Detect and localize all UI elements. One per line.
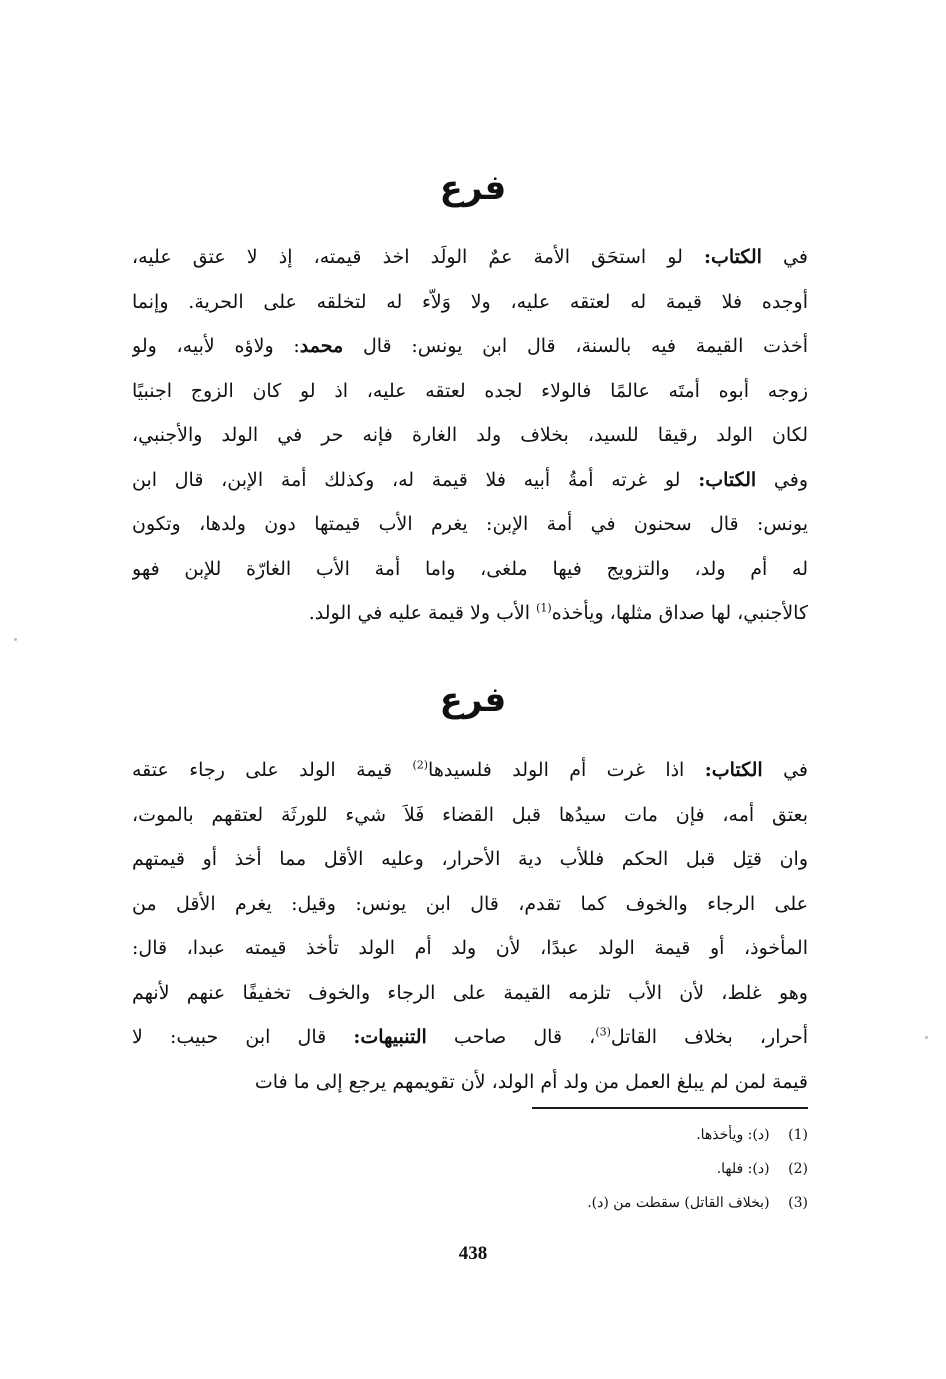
section-heading-2: فرع — [439, 680, 507, 720]
footnote-number: (3) — [788, 1195, 808, 1211]
footnote — [420, 1118, 808, 1152]
footnote-reference: (3) — [595, 1025, 611, 1039]
text-line — [132, 591, 808, 636]
footnote-text: (بخلاف القاتل) سقطت من (د). — [587, 1195, 770, 1211]
bold-term: الكتاب: — [703, 246, 762, 268]
text-run: لو استحَق الأمة عمٌ الولَد اخذ قيمته، إذ لا عتق عليه، — [132, 246, 704, 268]
text-line — [132, 748, 808, 793]
text-run: أخذت القيمة فيه بالسنة، قال ابن يونس: قال — [343, 335, 808, 357]
page-number: 438 — [458, 1243, 488, 1264]
text-line — [132, 458, 808, 503]
text-line — [132, 971, 808, 1016]
text-line — [132, 235, 808, 280]
text-run: لكان الولد رقيقا للسيد، بخلاف ولد الغارة فإنه حر في الولد والأجنبي، — [132, 424, 808, 446]
text-run: وفي — [756, 468, 808, 491]
text-line — [132, 324, 808, 369]
footnote-separator — [532, 1107, 808, 1109]
text-run: زوجه أبوه أمتَه عالمًا فالولاء لجده لعتقه عليه، اذ لو كان الزوج اجنبيًا — [132, 379, 808, 402]
text-line — [132, 369, 808, 414]
text-run: وان قتِل قبل الحكم فللأب دية الأحرار، وعليه الأقل مما أخذ أو قيمتهم — [132, 848, 808, 870]
text-run: كالأجنبي، لها صداق مثلها، ويأخذه — [551, 602, 808, 624]
text-run: أحرار، بخلاف القاتل — [610, 1026, 808, 1048]
text-line — [132, 502, 808, 547]
footnote-reference: (2) — [412, 758, 429, 772]
text-run: على الرجاء والخوف كما تقدم، قال ابن يونس: وقيل: يغرم الأقل من — [132, 892, 808, 915]
footnote-number: (1) — [788, 1127, 808, 1143]
text-line — [132, 882, 808, 927]
scan-speck — [925, 1036, 928, 1039]
text-run: وهو غلط، لأن الأب تلزمه القيمة على الرجاء والخوف تخفيفًا عنهم لأنهم — [132, 981, 808, 1004]
text-run: في — [762, 759, 808, 781]
footnote — [420, 1152, 808, 1186]
text-line — [132, 1015, 808, 1060]
text-run: قيمة لمن لم يبلغ العمل من ولد أم الولد، لأن تقويمهم يرجع إلى ما فات — [254, 1070, 808, 1093]
text-run: يونس: قال سحنون في أمة الإبن: يغرم الأب قيمتها دون ولدها، وتكون — [132, 513, 808, 535]
bold-term: الكتاب: — [704, 759, 763, 781]
text-run: ، قال صاحب — [426, 1026, 596, 1048]
text-line — [132, 413, 808, 458]
bold-term: الكتاب: — [698, 468, 757, 491]
footnote-text: (د): فلها. — [716, 1161, 770, 1177]
text-line — [132, 547, 808, 592]
section-heading-1: فرع — [439, 168, 507, 208]
text-run: اذا غرت أم الولد فلسيدها — [428, 759, 705, 781]
footnote-reference: (1) — [536, 601, 552, 615]
text-line — [132, 793, 808, 838]
text-line — [132, 1060, 808, 1105]
text-run: أوجده فلا قيمة له لعتقه عليه، ولا وَلاّء له لتخلقه على الحرية. وإنما — [132, 290, 808, 313]
text-line — [132, 926, 808, 971]
text-run: لو غرته أمةُ أبيه فلا قيمة له، وكذلك أمة الإبن، قال ابن — [132, 468, 699, 491]
footnote-text: (د): ويأخذها. — [696, 1127, 770, 1143]
footnote-number: (2) — [788, 1161, 808, 1177]
text-run: في — [761, 246, 808, 268]
bold-term: التنبيهات: — [353, 1026, 427, 1048]
text-run: : ولاؤه لأبيه، ولو — [132, 335, 300, 357]
text-run: قيمة الولد على رجاء عتقه — [132, 759, 413, 781]
scan-speck — [14, 638, 17, 641]
bold-term: محمد — [299, 335, 344, 357]
footnote — [420, 1186, 808, 1220]
text-run: الأب ولا قيمة عليه في الولد. — [308, 602, 537, 624]
text-run: قال ابن حبيب: لا — [132, 1026, 354, 1048]
text-line — [132, 280, 808, 325]
text-run: بعتق أمه، فإن مات سيدُها قبل القضاء فَلاَ شيء للورثَة لعتقهم بالموت، — [132, 803, 808, 826]
section-1-body — [132, 235, 808, 636]
footnotes — [420, 1118, 808, 1220]
text-line — [132, 837, 808, 882]
text-run: المأخوذ، أو قيمة الولد عبدًا، لأن ولد أم الولد تأخذ قيمته عبدا، قال: — [132, 937, 808, 959]
text-run: له أم ولد، والتزويج فيها ملغى، واما أمة الأب الغارّة للإبن فهو — [132, 557, 808, 580]
section-2-body — [132, 748, 808, 1104]
